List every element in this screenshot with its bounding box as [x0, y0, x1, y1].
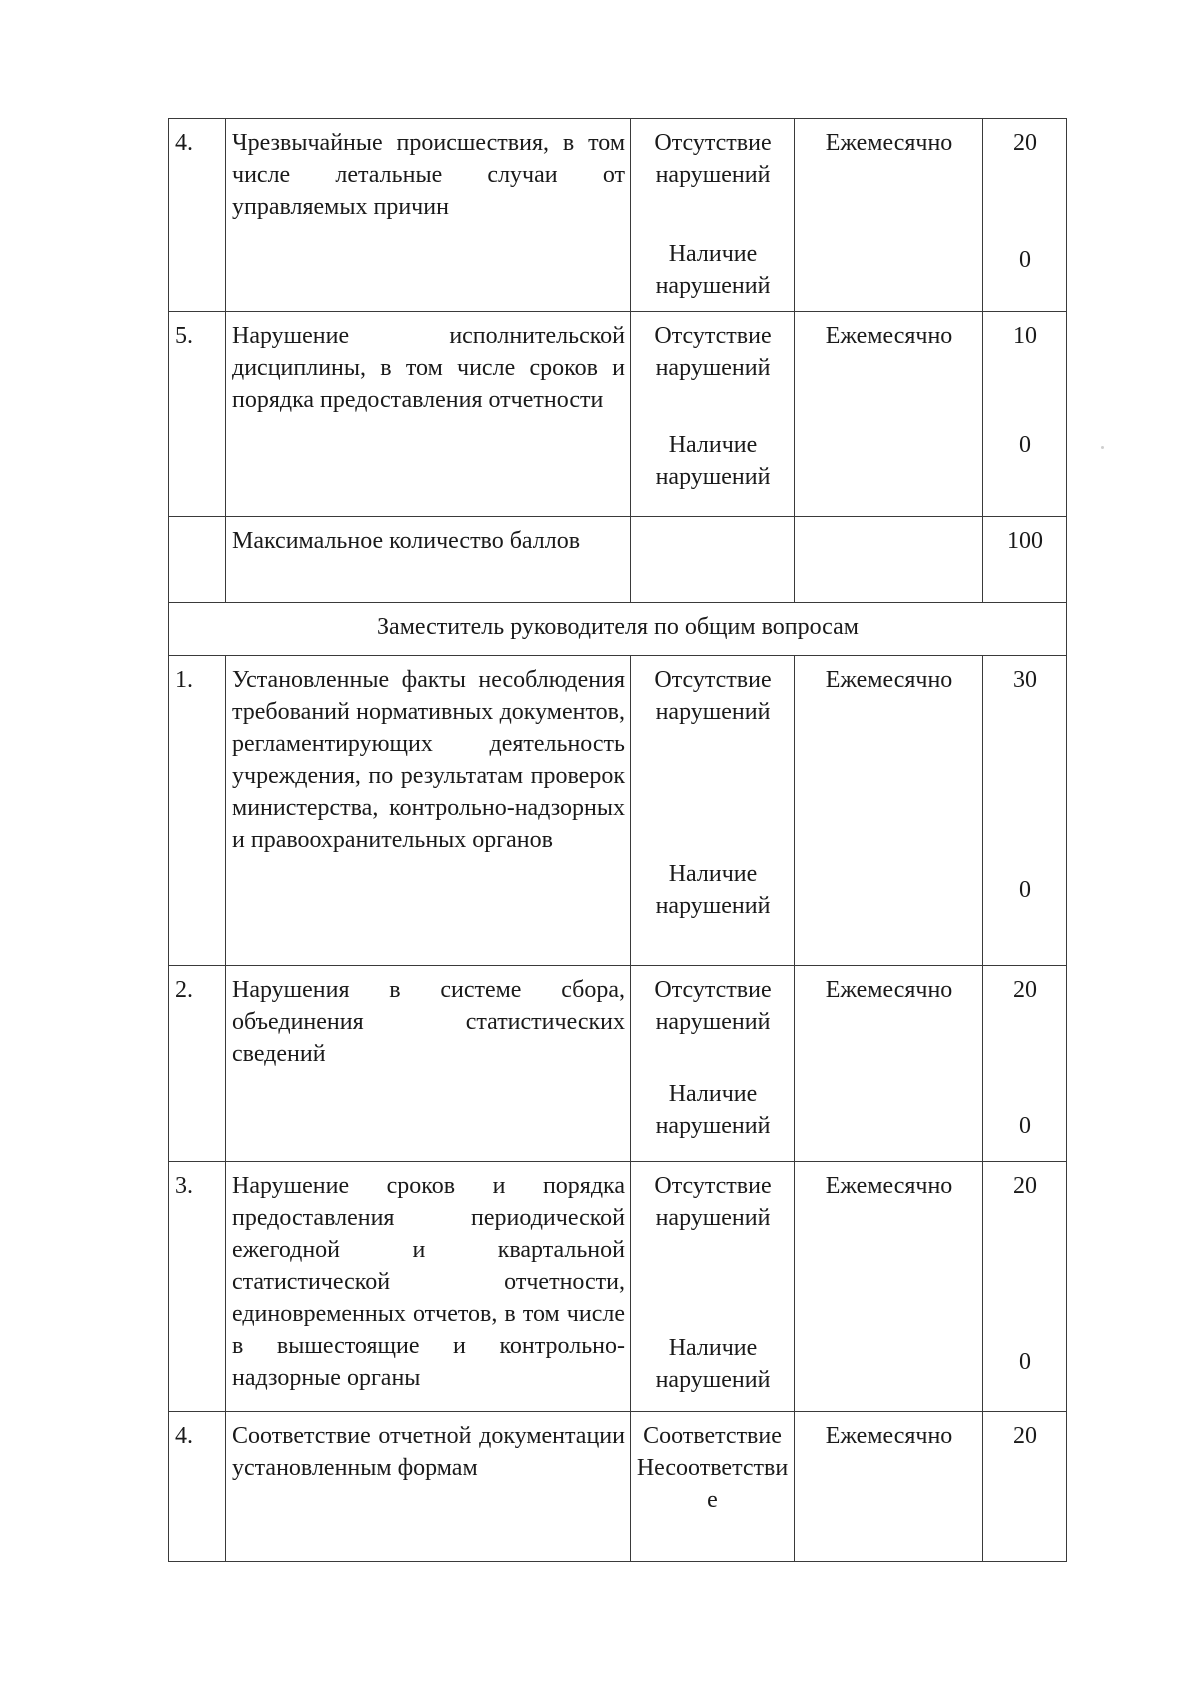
- points-absent: 20: [1013, 1173, 1037, 1199]
- points-absent: 20: [1013, 130, 1037, 156]
- criterion-name: Чрезвычайные происшествия, в том числе летальные случаи от управляемых причин: [226, 119, 631, 312]
- criteria-table: [168, 118, 1067, 1562]
- row-number: 4.: [169, 1412, 226, 1562]
- points-absent: 20: [1013, 977, 1037, 1003]
- condition-match: Соответствие: [643, 1423, 782, 1449]
- table-row: [169, 312, 1067, 517]
- period: Ежемесячно: [795, 119, 983, 312]
- row-number: 3.: [169, 1162, 226, 1412]
- scan-speck: [1101, 446, 1104, 449]
- condition-cell: [631, 1412, 795, 1562]
- points-cell: [983, 656, 1067, 966]
- points-cell: [983, 119, 1067, 312]
- condition-absent: Отсутствие нарушений: [654, 977, 772, 1035]
- condition-cell: [631, 1162, 795, 1412]
- section-title: Заместитель руководителя по общим вопросам: [169, 603, 1067, 656]
- row-number: 5.: [169, 312, 226, 517]
- points-present: 0: [1019, 877, 1031, 903]
- condition-cell: [631, 119, 795, 312]
- period: Ежемесячно: [795, 966, 983, 1162]
- row-number: 2.: [169, 966, 226, 1162]
- points-cell: [983, 312, 1067, 517]
- condition-cell: [631, 312, 795, 517]
- points-present: 0: [1019, 432, 1031, 458]
- total-label: Максимальное количество баллов: [226, 517, 631, 603]
- condition-present: Наличие нарушений: [655, 1335, 771, 1393]
- criterion-name: Соответствие отчетной документации установленным формам: [226, 1412, 631, 1562]
- total-value: 100: [983, 517, 1067, 603]
- table-row: [169, 656, 1067, 966]
- points-cell: [983, 1162, 1067, 1412]
- condition-present: Наличие нарушений: [655, 1081, 771, 1139]
- period: Ежемесячно: [795, 1162, 983, 1412]
- points-absent: 30: [1013, 667, 1037, 693]
- period: Ежемесячно: [795, 1412, 983, 1562]
- section-row: [169, 603, 1067, 656]
- condition-absent: Отсутствие нарушений: [654, 1173, 772, 1231]
- period: Ежемесячно: [795, 656, 983, 966]
- condition-present: Наличие нарушений: [655, 861, 771, 919]
- condition-mismatch: Несоответствие: [636, 1455, 789, 1513]
- points-present: 0: [1019, 1113, 1031, 1139]
- period: Ежемесячно: [795, 312, 983, 517]
- table-row: [169, 119, 1067, 312]
- condition-cell: [631, 966, 795, 1162]
- total-row: [169, 517, 1067, 603]
- criterion-name: Нарушение исполнительской дисциплины, в том числе сроков и порядка предоставления отчетности: [226, 312, 631, 517]
- condition-absent: Отсутствие нарушений: [654, 667, 772, 725]
- table-row: [169, 1162, 1067, 1412]
- row-number: 1.: [169, 656, 226, 966]
- points-cell: [983, 966, 1067, 1162]
- points-present: 0: [1019, 247, 1031, 273]
- points-absent: 10: [1013, 323, 1037, 349]
- criterion-name: Установленные факты несоблюдения требований нормативных документов, регламентирующих деятельность учреждения, по результатам проверок министерства, контрольно-надзорных и правоохранительных органов: [226, 656, 631, 966]
- condition-cell: [631, 656, 795, 966]
- condition-absent: Отсутствие нарушений: [654, 323, 772, 381]
- table-row: [169, 1412, 1067, 1562]
- points-value: 20: [983, 1412, 1067, 1562]
- condition-present: Наличие нарушений: [655, 432, 771, 490]
- row-number: 4.: [169, 119, 226, 312]
- criterion-name: Нарушение сроков и порядка предоставления периодической ежегодной и квартальной статистической отчетности, единовременных отчетов, в том числе в вышестоящие и контрольно-надзорные органы: [226, 1162, 631, 1412]
- points-present: 0: [1019, 1349, 1031, 1375]
- table-row: [169, 966, 1067, 1162]
- condition-absent: Отсутствие нарушений: [654, 130, 772, 188]
- criterion-name: Нарушения в системе сбора, объединения статистических сведений: [226, 966, 631, 1162]
- condition-present: Наличие нарушений: [655, 241, 771, 299]
